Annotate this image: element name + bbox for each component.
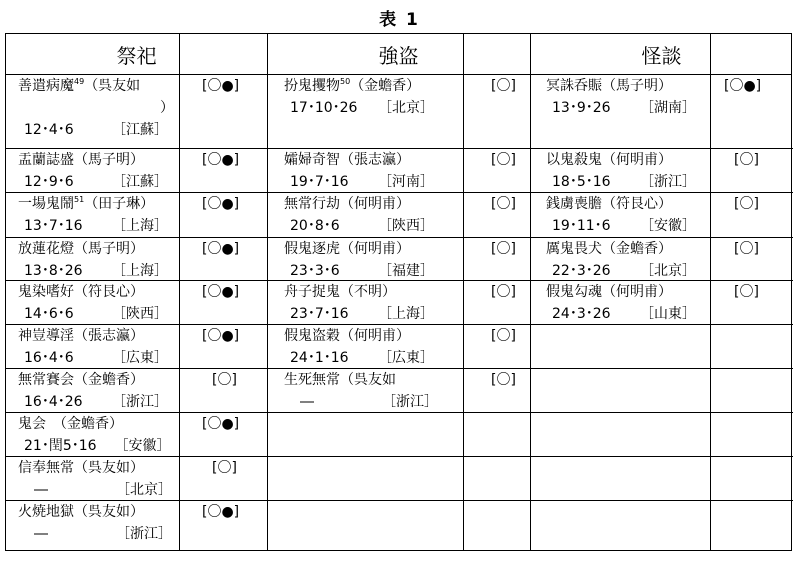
group-divider xyxy=(267,34,268,550)
entry-title: 舟子捉鬼 xyxy=(284,284,340,300)
entry-mark: [〇] xyxy=(491,372,516,388)
entry-place: ［湖南］ xyxy=(640,100,696,116)
entry-author: （田子琳） xyxy=(84,196,155,212)
entry-author: （何明甫） xyxy=(340,241,410,257)
entry-place: ［浙江］ xyxy=(116,526,172,542)
entry-mark: [〇] xyxy=(491,328,516,344)
entry-date: 23･7･16 xyxy=(290,306,349,322)
entry-title: 鬼会 xyxy=(18,416,60,432)
entry-place: ［北京］ xyxy=(378,100,434,116)
row-rule xyxy=(530,412,793,413)
entry-place: ［浙江］ xyxy=(382,394,438,410)
entry-date: 23･3･6 xyxy=(290,263,340,279)
entry-saishi xyxy=(18,75,174,141)
entry-kaidan xyxy=(546,281,696,325)
col-divider xyxy=(710,34,711,550)
entry-place: ［陝西］ xyxy=(112,306,168,322)
entry-author: （何明甫） xyxy=(340,328,410,344)
entry-mark: [〇●] xyxy=(202,504,240,520)
col-divider xyxy=(463,34,464,550)
entry-mark: [〇] xyxy=(491,78,516,94)
group-divider xyxy=(530,34,531,550)
entry-date: 13･8･26 xyxy=(24,263,83,279)
entry-mark: [〇●] xyxy=(202,78,240,94)
entry-date: 13･9･26 xyxy=(552,100,611,116)
entry-title: 神豈導淫 xyxy=(18,328,74,344)
entry-mark: [〇] xyxy=(734,241,759,257)
entry-mark: [〇] xyxy=(212,372,237,388)
entry-mark: [〇] xyxy=(491,196,516,212)
entry-date: 12･4･6 xyxy=(24,122,74,138)
entry-place: ［江蘇］ xyxy=(112,174,168,190)
entry-author: （馬子明） xyxy=(602,78,672,94)
entry-goto xyxy=(284,238,434,282)
entry-date: 21･閏5･16 xyxy=(24,438,97,454)
footnote-ref: 49 xyxy=(74,77,85,86)
entry-title: 生死無常 xyxy=(284,372,340,388)
entry-mark: [〇●] xyxy=(724,78,762,94)
entry-author: （張志瀛） xyxy=(74,328,144,344)
header-goto: 強盗 xyxy=(378,44,419,68)
entry-date: 19･11･6 xyxy=(552,218,611,234)
entry-place: ［上海］ xyxy=(378,306,434,322)
entry-title: 信奉無常 xyxy=(18,460,74,476)
entry-date: 20･8･6 xyxy=(290,218,340,234)
entry-title: 假鬼勾魂 xyxy=(546,284,602,300)
entry-author: （張志瀛） xyxy=(340,152,410,168)
entry-author: （馬子明） xyxy=(74,152,144,168)
table-1 xyxy=(5,33,792,551)
row-rule xyxy=(530,500,793,501)
entry-author: （金蟾香） xyxy=(60,416,123,432)
entry-date: 19･7･16 xyxy=(290,174,349,190)
entry-mark: [〇] xyxy=(491,152,516,168)
entry-mark: [〇●] xyxy=(202,152,240,168)
entry-date: ― xyxy=(34,482,48,498)
entry-author: （呉友如 xyxy=(340,372,396,388)
entry-mark: [〇●] xyxy=(202,328,240,344)
entry-goto xyxy=(284,193,434,237)
entry-place: ［安徽］ xyxy=(640,218,696,234)
entry-place: ［上海］ xyxy=(112,263,168,279)
table-title: 表 1 xyxy=(379,10,420,30)
entry-date: 12･9･6 xyxy=(24,174,74,190)
entry-author: （符艮心） xyxy=(602,196,672,212)
entry-author: （何明甫） xyxy=(602,152,672,168)
entry-title: 以鬼殺鬼 xyxy=(546,152,602,168)
entry-title: 放蓮花燈 xyxy=(18,241,74,257)
entry-place: ［北京］ xyxy=(640,263,696,279)
row-rule xyxy=(267,500,530,501)
entry-date: 16･4･6 xyxy=(24,350,74,366)
entry-title: 孀婦奇智 xyxy=(284,152,340,168)
entry-title: 一場鬼鬧 xyxy=(18,196,74,212)
entry-date: 13･7･16 xyxy=(24,218,83,234)
entry-title: 冥誅呑賑 xyxy=(546,78,602,94)
entry-title: 無常賽会 xyxy=(18,372,74,388)
entry-title: 厲鬼畏犬 xyxy=(546,241,602,257)
entry-place: ［山東］ xyxy=(640,306,696,322)
entry-date: 16･4･26 xyxy=(24,394,83,410)
entry-title: 善遣病魔 xyxy=(18,78,74,94)
header-kaidan: 怪談 xyxy=(641,44,682,68)
entry-kaidan xyxy=(546,75,696,119)
entry-mark: [〇●] xyxy=(202,284,240,300)
entry-title: 盂蘭誌盛 xyxy=(18,152,74,168)
entry-title: 火焼地獄 xyxy=(18,504,74,520)
entry-saishi xyxy=(18,369,168,413)
entry-mark: [〇] xyxy=(212,460,237,476)
entry-date: ― xyxy=(34,526,48,542)
entry-author: （金蟾香） xyxy=(74,372,144,388)
entry-author-wrap: ） xyxy=(160,100,174,116)
entry-kaidan xyxy=(546,238,696,282)
entry-date: 18･5･16 xyxy=(552,174,611,190)
entry-author: （呉友如） xyxy=(74,460,144,476)
entry-goto xyxy=(284,369,438,413)
header-saishi: 祭祀 xyxy=(116,44,157,68)
entry-goto xyxy=(284,325,434,369)
entry-title: 鬼染嗜好 xyxy=(18,284,74,300)
entry-place: ［北京］ xyxy=(116,482,172,498)
entry-goto xyxy=(284,281,434,325)
entry-saishi xyxy=(18,193,168,237)
entry-saishi xyxy=(18,281,168,325)
entry-author: （呉友如） xyxy=(74,504,144,520)
entry-mark: [〇] xyxy=(491,241,516,257)
entry-saishi xyxy=(18,457,172,501)
entry-title: 銭虜喪膽 xyxy=(546,196,602,212)
entry-place: ［河南］ xyxy=(378,174,434,190)
entry-mark: [〇] xyxy=(734,152,759,168)
entry-place: ［浙江］ xyxy=(640,174,696,190)
entry-kaidan xyxy=(546,149,696,193)
entry-saishi xyxy=(18,501,172,545)
entry-mark: [〇●] xyxy=(202,416,240,432)
entry-author: （不明） xyxy=(340,284,396,300)
entry-mark: [〇●] xyxy=(202,241,240,257)
entry-title: 假鬼逐虎 xyxy=(284,241,340,257)
entry-author: （呉友如 xyxy=(84,78,141,94)
entry-date: 22･3･26 xyxy=(552,263,611,279)
entry-place: ［浙江］ xyxy=(112,394,168,410)
entry-mark: [〇] xyxy=(734,196,759,212)
entry-author: （馬子明） xyxy=(74,241,144,257)
entry-date: ― xyxy=(300,394,314,410)
entry-place: ［上海］ xyxy=(112,218,168,234)
entry-date: 14･6･6 xyxy=(24,306,74,322)
entry-author: （何明甫） xyxy=(602,284,672,300)
row-rule xyxy=(530,456,793,457)
entry-author: （符艮心） xyxy=(74,284,144,300)
entry-goto xyxy=(284,75,434,119)
entry-mark: [〇●] xyxy=(202,196,240,212)
entry-author: （金蟾香） xyxy=(350,78,421,94)
entry-place: ［広東］ xyxy=(112,350,168,366)
footnote-ref: 51 xyxy=(74,195,85,204)
entry-kaidan xyxy=(546,193,696,237)
entry-place: ［江蘇］ xyxy=(112,122,168,138)
entry-author: （金蟾香） xyxy=(602,241,672,257)
entry-saishi xyxy=(18,413,171,457)
entry-saishi xyxy=(18,149,168,193)
entry-title: 無常行劫 xyxy=(284,196,340,212)
row-rule xyxy=(267,456,530,457)
entry-date: 17･10･26 xyxy=(290,100,358,116)
entry-title: 扮鬼攫物 xyxy=(284,78,340,94)
entry-date: 24･3･26 xyxy=(552,306,611,322)
entry-saishi xyxy=(18,325,168,369)
entry-saishi xyxy=(18,238,168,282)
footnote-ref: 50 xyxy=(340,77,351,86)
row-rule xyxy=(530,368,793,369)
entry-date: 24･1･16 xyxy=(290,350,349,366)
entry-title: 假鬼盗穀 xyxy=(284,328,340,344)
entry-place: ［広東］ xyxy=(378,350,434,366)
entry-author: （何明甫） xyxy=(340,196,410,212)
entry-mark: [〇] xyxy=(491,284,516,300)
entry-place: ［福建］ xyxy=(378,263,434,279)
entry-mark: [〇] xyxy=(734,284,759,300)
col-divider xyxy=(179,34,180,550)
entry-goto xyxy=(284,149,434,193)
entry-place: ［陝西］ xyxy=(378,218,434,234)
entry-place: ［安徽］ xyxy=(114,438,171,454)
